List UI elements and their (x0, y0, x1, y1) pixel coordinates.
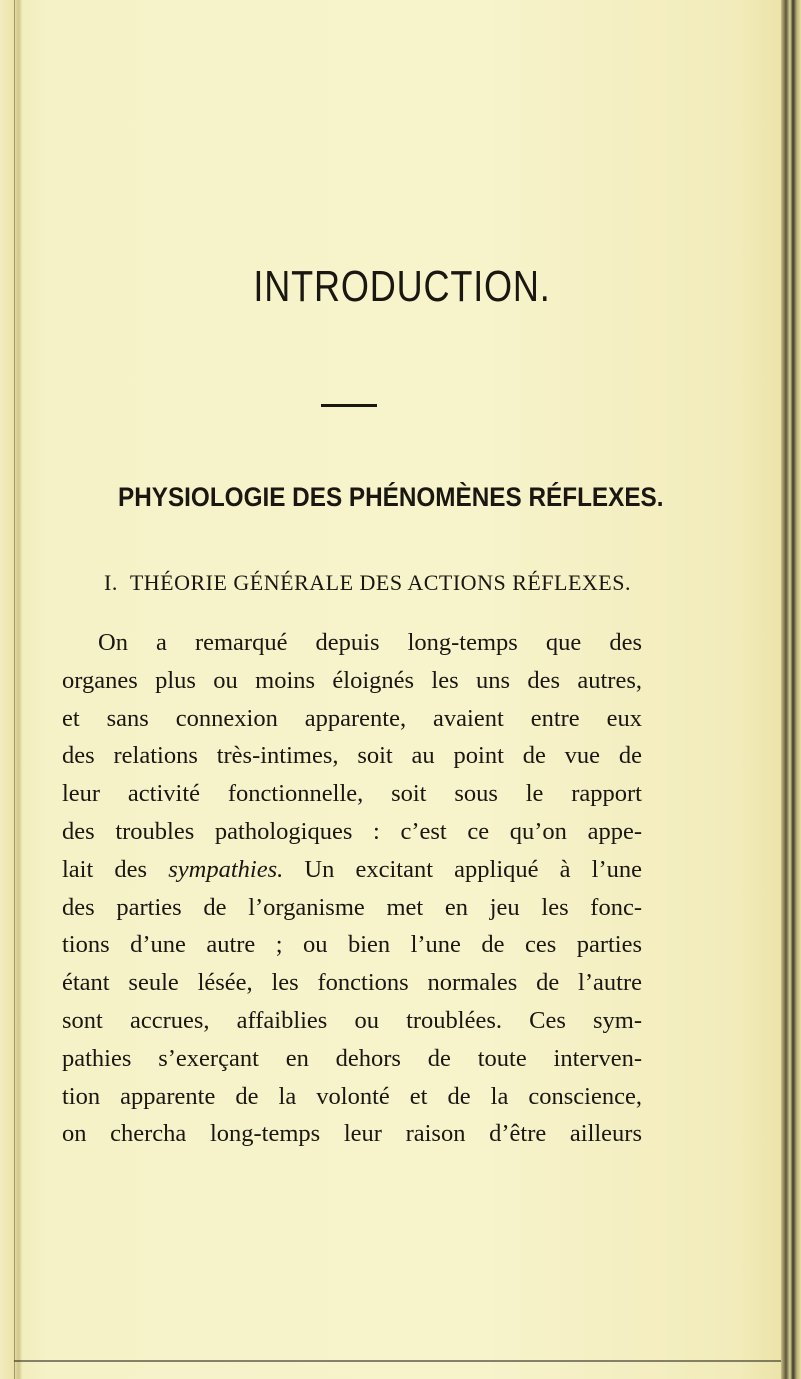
page-title: INTRODUCTION. (253, 262, 551, 311)
body-line: étant seule lésée, les fonctions normales de l’autre (62, 969, 642, 997)
subsection-number: I. (104, 570, 118, 595)
body-line: des parties de l’organisme met en jeu les fonc- (62, 893, 642, 921)
body-line-mixed (62, 851, 642, 889)
subsection-title: THÉORIE GÉNÉRALE DES ACTIONS RÉFLEXES. (129, 570, 631, 595)
body-line: tion apparente de la volonté et de la conscience, (62, 1082, 642, 1110)
body-text-segment: Un excitant appliqué à l’une (304, 855, 642, 883)
body-text (62, 624, 642, 1153)
subsection-heading (104, 570, 631, 596)
body-line: des relations très-intimes, soit au point de vue de (62, 742, 642, 770)
section-heading: PHYSIOLOGIE DES PHÉNOMÈNES RÉFLEXES. (118, 482, 664, 512)
body-line: leur activité fonctionnelle, soit sous le rapport (62, 780, 642, 808)
bottom-shadow-line (14, 1360, 781, 1362)
left-page-edge (0, 0, 22, 1379)
title-divider (321, 404, 377, 407)
body-line: des troubles pathologiques : c’est ce qu’on appe- (62, 817, 642, 845)
body-line: sont accrues, affaiblies ou troublées. Ces sym- (62, 1006, 642, 1034)
body-line: on chercha long-temps leur raison d’être ailleurs (62, 1120, 642, 1148)
body-line: organes plus ou moins éloignés les uns des autres, (62, 666, 642, 694)
body-text-emphasis: sympathies. (168, 855, 284, 883)
body-line: et sans connexion apparente, avaient entre eux (62, 704, 642, 732)
body-line: tions d’une autre ; ou bien l’une de ces parties (62, 931, 642, 959)
body-line: On a remarqué depuis long-temps que des (98, 629, 642, 656)
right-page-edge (781, 0, 801, 1379)
left-binding-line (14, 0, 15, 1379)
body-text-segment: lait des (62, 855, 148, 883)
body-line: pathies s’exerçant en dehors de toute interven- (62, 1044, 642, 1072)
